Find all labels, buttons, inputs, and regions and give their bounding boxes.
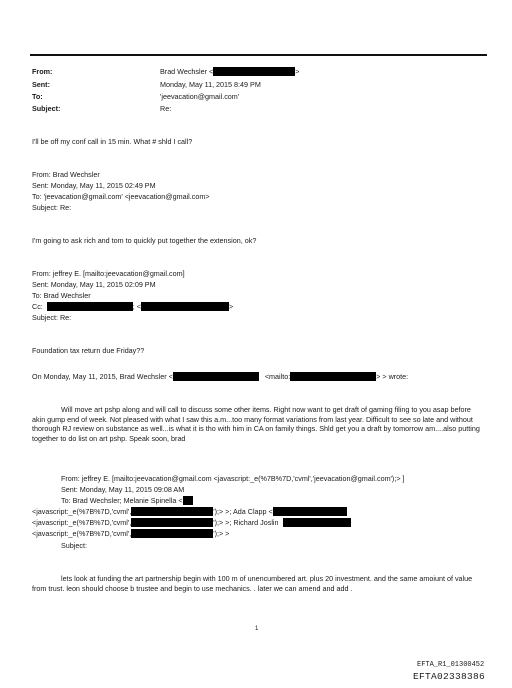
block4-subject: Subject: xyxy=(61,541,87,550)
js3-end: ');> > xyxy=(213,529,230,538)
redaction xyxy=(131,529,213,538)
js2-text: <javascript:_e(%7B%7D,'cvml', xyxy=(32,518,132,527)
on-line-start: On Monday, May 11, 2015, Brad Wechsler < xyxy=(32,372,173,381)
redaction xyxy=(290,372,376,381)
block2-subject: Subject: Re: xyxy=(32,203,72,212)
sent-label: Sent: xyxy=(32,80,50,89)
sent-value: Monday, May 11, 2015 8:49 PM xyxy=(160,80,261,89)
to-label: To: xyxy=(32,92,43,101)
from-value xyxy=(160,67,299,76)
block2-to: To: 'jeevacation@gmail.com' <jeevacation@gmail.com> xyxy=(32,192,210,201)
block3-subject: Subject: Re: xyxy=(32,313,72,322)
message-1: I'll be off my conf call in 15 min. What # shld I call? xyxy=(32,137,193,146)
from-close: > xyxy=(295,67,300,76)
cc-close: > xyxy=(228,302,234,311)
js1-end: ');> >; Ada Clapp < xyxy=(213,507,273,516)
subject-value: Re: xyxy=(160,104,172,113)
cc-separator: ; < xyxy=(132,302,141,311)
block4-sent: Sent: Monday, May 11, 2015 09:08 AM xyxy=(61,485,185,494)
redaction xyxy=(47,302,133,311)
on-wrote-line xyxy=(32,372,408,381)
redaction xyxy=(131,507,213,516)
js1-text: <javascript:_e(%7B%7D,'cvml', xyxy=(32,507,132,516)
body-paragraph-2: lets look at funding the art partnership begin with 100 m of unencumbered art. plus 20 investment. and the same amoiunt of value from trust. leon should choose b trustee and begin to use mechanics. . later we can amend and add . xyxy=(32,574,473,593)
block3-sent: Sent: Monday, May 11, 2015 02:09 PM xyxy=(32,280,156,289)
redaction xyxy=(283,518,351,527)
block4-js1 xyxy=(32,507,347,516)
redaction xyxy=(273,507,347,516)
from-label: From: xyxy=(32,67,53,76)
cc-label: Cc: xyxy=(32,302,43,311)
from-name: Brad Wechsler < xyxy=(160,67,214,76)
block4-to-text: To: Brad Wechsler; Melanie Spinella < xyxy=(61,496,183,505)
block2-sent: Sent: Monday, May 11, 2015 02:49 PM xyxy=(32,181,156,190)
body-paragraph: Will move art pshp along and will call to discuss some other items. Right now want to get draft of gaming filing to you asap before akin gump end of week. Not pleased with what I saw this a.m...too many format variations from last year. Difficult to see so late and without thorough RJ review on substance as well...is what it is tho with him in CA on family things. Shld get you a draft by tomorrow am....also putting together to do list on art pshp. Speak soon, brad xyxy=(32,405,480,443)
subject-label: Subject: xyxy=(32,104,61,113)
redaction xyxy=(141,302,229,311)
block4-js3 xyxy=(32,529,229,538)
message-2: I'm going to ask rich and tom to quickly put together the extension, ok? xyxy=(32,236,257,245)
block4-js2 xyxy=(32,518,351,527)
page-number: 1 xyxy=(255,626,259,632)
redaction xyxy=(173,372,259,381)
to-value: 'jeevacation@gmail.com' xyxy=(160,92,240,101)
js2-end: ');> >; Richard Joslin xyxy=(213,518,279,527)
footer-id-2: EFTA02338386 xyxy=(413,671,486,682)
block4-from: From: jeffrey E. [mailto:jeevacation@gmail.com <javascript:_e(%7B%7D,'cvml','jeevacation@gmail.com');> ] xyxy=(61,474,405,483)
message-3: Foundation tax return due Friday?? xyxy=(32,346,145,355)
block3-from: From: jeffrey E. [mailto:jeevacation@gmail.com] xyxy=(32,269,185,278)
footer-id-1: EFTA_R1_01300452 xyxy=(417,661,485,669)
redaction xyxy=(183,496,193,505)
block3-cc xyxy=(32,302,233,311)
redaction xyxy=(131,518,213,527)
redaction xyxy=(213,67,295,76)
js3-text: <javascript:_e(%7B%7D,'cvml', xyxy=(32,529,132,538)
block3-to: To: Brad Wechsler xyxy=(32,291,91,300)
block4-to xyxy=(61,496,193,505)
on-line-end: > > wrote: xyxy=(376,372,409,381)
on-line-mailto: <mailto: xyxy=(264,372,291,381)
block2-from: From: Brad Wechsler xyxy=(32,170,100,179)
header-rule xyxy=(30,54,487,56)
